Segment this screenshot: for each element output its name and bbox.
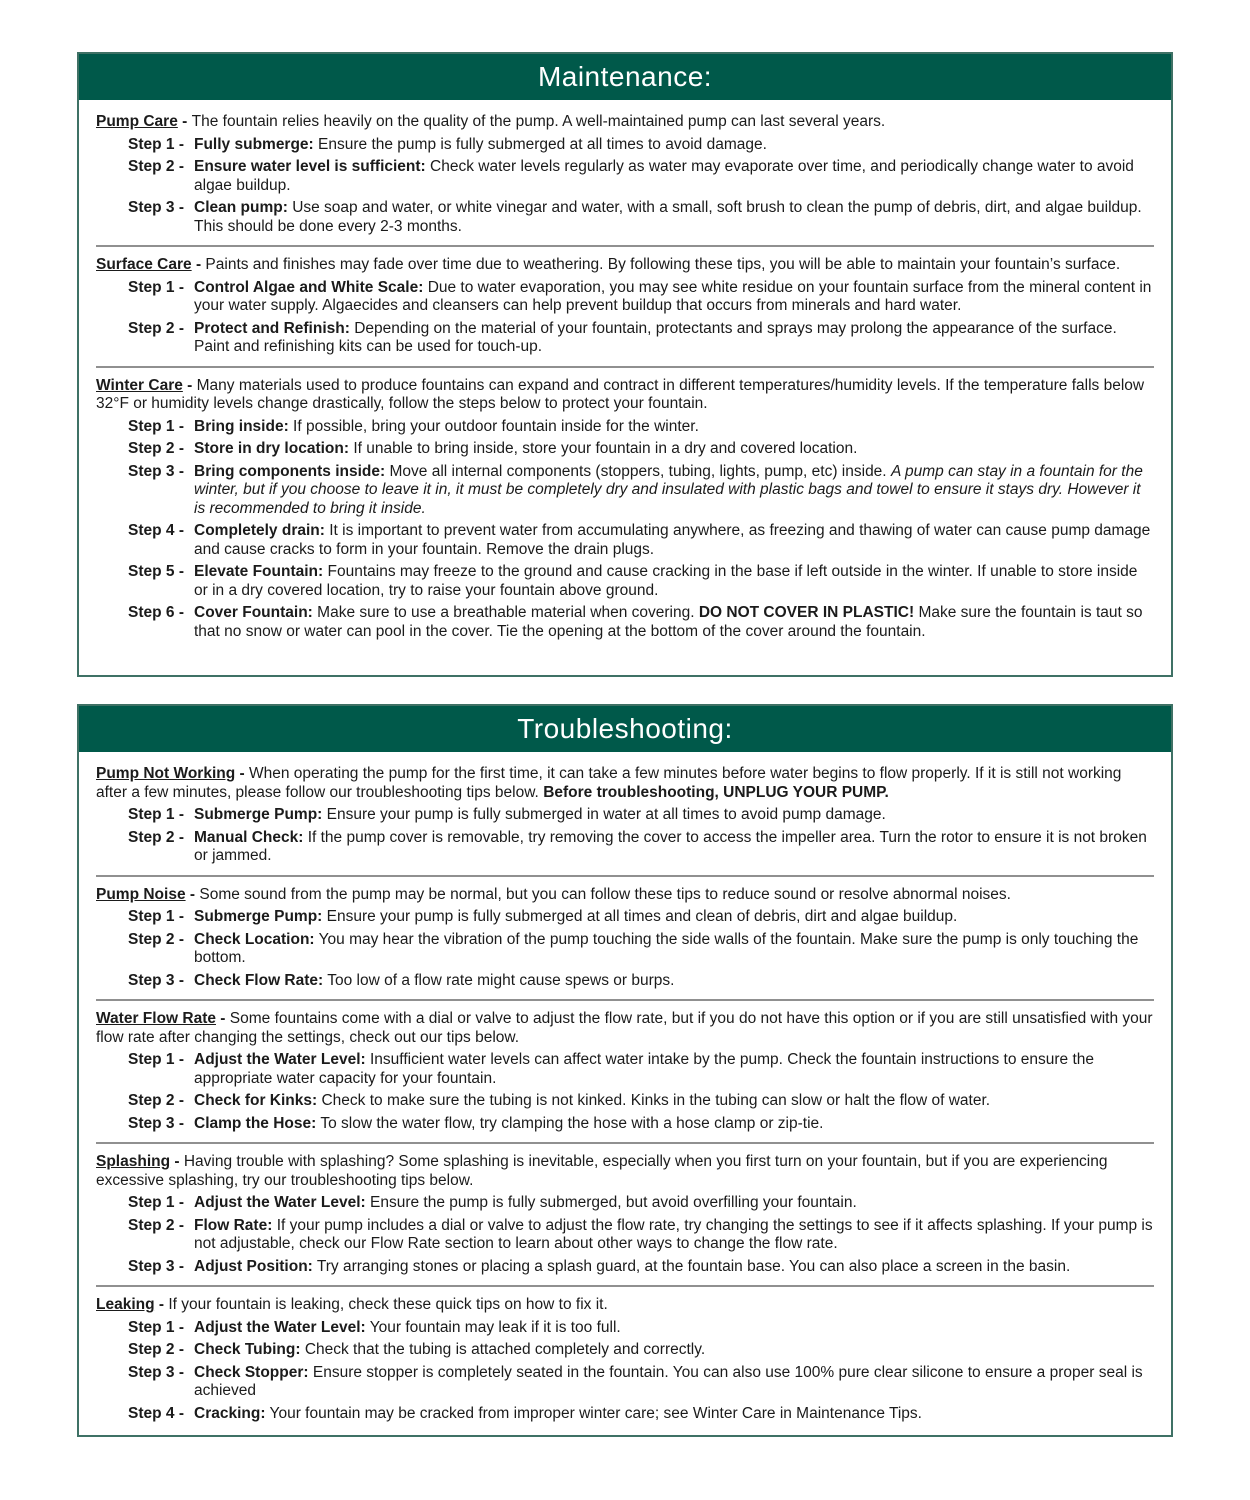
step (128, 1115, 1154, 1134)
step-label: Manual Check: (194, 828, 304, 846)
section-divider (96, 1285, 1154, 1287)
step-text: Make sure to use a breathable material when covering. (317, 604, 695, 621)
step-number: Step 3 - (128, 1257, 184, 1275)
step (128, 829, 1154, 866)
section-intro (96, 886, 1154, 905)
step-text: Move all internal components (stoppers, tubing, lights, pump, etc) inside. (389, 462, 887, 480)
separator: - (154, 1296, 169, 1313)
section-intro-text: Some fountains come with a dial or valve to adjust the flow rate, but if you do not have this option or if you are still unsatisfied with your flow rate after changing the settings, check out our tips below. (96, 1010, 1153, 1046)
step-number: Step 2 - (128, 440, 184, 457)
step-label: Check Flow Rate: (194, 971, 324, 989)
section-heading: Leaking (96, 1296, 155, 1313)
separator: - (191, 256, 206, 273)
step-label: Adjust the Water Level: (194, 1051, 366, 1068)
step-text: If your pump includes a dial or valve to adjust the flow rate, try changing the settings to see if it affects splashing. If your pump is not adjustable, check our Flow Rate section to learn about other ways to change the flow rate. (194, 1216, 1153, 1252)
step-text: Ensure the pump is fully submerged at all times to avoid damage. (318, 135, 767, 153)
step-number: Step 1 - (128, 1051, 184, 1068)
step (128, 604, 1154, 641)
step-text: Check water levels regularly as water may evaporate over time, and periodically change water to avoid algae buildup. (194, 158, 1134, 194)
section-intro-text: Many materials used to produce fountains can expand and contract in different temperatures/humidity levels. If the temperature falls below 32°F or humidity levels change drastically, follow the steps below to protect your fountain. (96, 376, 1145, 412)
step-text: Ensure stopper is completely seated in the fountain. You can also use 100% pure clear silicone to ensure a proper seal is achieved (194, 1363, 1143, 1399)
section-heading: Pump Not Working (96, 765, 236, 782)
section-intro (96, 256, 1154, 275)
step-label: Elevate Fountain: (194, 563, 324, 580)
care-section (96, 1010, 1154, 1133)
step-number: Step 3 - (128, 1114, 184, 1132)
step-text: If unable to bring inside, store your fountain in a dry and covered location. (353, 440, 858, 457)
step-text: Ensure the pump is fully submerged, but avoid overfilling your fountain. (370, 1194, 857, 1211)
step-text: Try arranging stones or placing a splash guard, at the fountain base. You can also place a screen in the basin. (316, 1257, 1071, 1275)
step (128, 440, 1154, 459)
step (128, 1258, 1154, 1277)
steps (96, 1051, 1154, 1133)
section-intro (96, 377, 1154, 414)
step-label: Check Stopper: (194, 1363, 309, 1381)
step (128, 806, 1154, 825)
steps (96, 908, 1154, 990)
maintenance-body (79, 100, 1171, 653)
step-label: Cover Fountain: (194, 604, 313, 621)
step-text: If possible, bring your outdoor fountain inside for the winter. (293, 417, 699, 435)
troubleshooting-title: Troubleshooting: (517, 713, 733, 744)
care-section (96, 256, 1154, 357)
step-label: Protect and Refinish: (194, 319, 350, 337)
step-label: Bring components inside: (194, 462, 386, 480)
separator: - (177, 113, 192, 130)
step-text: You may hear the vibration of the pump touching the side walls of the fountain. Make sure the pump is only touching the bottom. (194, 930, 1139, 966)
step-label: Submerge Pump: (194, 908, 323, 925)
step-text: Your fountain may be cracked from improper winter care; see Winter Care in Maintenance Tips. (269, 1404, 922, 1422)
care-section (96, 886, 1154, 991)
section-intro (96, 765, 1154, 802)
step (128, 158, 1154, 195)
step-number: Step 5 - (128, 563, 184, 580)
separator: - (182, 376, 197, 394)
section-intro (96, 113, 1154, 132)
step-number: Step 2 - (128, 828, 184, 846)
step-label: Adjust the Water Level: (194, 1318, 366, 1336)
care-section (96, 377, 1154, 642)
step (128, 418, 1154, 437)
section-heading: Water Flow Rate (96, 1010, 216, 1027)
step-number: Step 1 - (128, 417, 184, 435)
section-intro-text: When operating the pump for the first time, it can take a few minutes before water begins to flow properly. If it is still not working after a few minutes, please follow our troubleshooting tips below. (96, 765, 1122, 801)
troubleshooting-panel (77, 704, 1173, 1437)
section-divider (96, 366, 1154, 368)
section-intro-bold: Before troubleshooting, UNPLUG YOUR PUMP. (543, 783, 889, 801)
step-label: Fully submerge: (194, 135, 314, 153)
section-intro-text: Some sound from the pump may be normal, but you can follow these tips to reduce sound or resolve abnormal noises. (199, 885, 1011, 903)
step-text: Ensure your pump is fully submerged in water at all times to avoid pump damage. (326, 806, 886, 823)
section-divider (96, 1142, 1154, 1144)
separator: - (170, 1153, 184, 1170)
step (128, 463, 1154, 519)
step (128, 199, 1154, 236)
step (128, 972, 1154, 991)
step-text: Insufficient water levels can affect water intake by the pump. Check the fountain instructions to ensure the appropriate water capacity for your fountain. (194, 1051, 1095, 1087)
care-section (96, 1296, 1154, 1423)
step-label: Flow Rate: (194, 1216, 273, 1234)
step-text: If the pump cover is removable, try removing the cover to access the impeller area. Turn the rotor to ensure it is not broken or jammed. (194, 828, 1147, 864)
steps (96, 1319, 1154, 1424)
step-text: Your fountain may leak if it is too full. (369, 1318, 621, 1336)
step (128, 1405, 1154, 1424)
step-text: To slow the water flow, try clamping the hose with a hose clamp or zip-tie. (320, 1114, 824, 1132)
section-intro-text: If your fountain is leaking, check these quick tips on how to fix it. (168, 1296, 608, 1313)
steps (96, 1194, 1154, 1276)
steps (96, 418, 1154, 642)
maintenance-header (79, 54, 1171, 100)
step-number: Step 2 - (128, 319, 184, 337)
step-text: Depending on the material of your fountain, protectants and sprays may prolong the appearance of the surface. Paint and refinishing kits can be used for touch-up. (194, 319, 1117, 355)
step-number: Step 3 - (128, 1363, 184, 1381)
troubleshooting-body (79, 752, 1171, 1435)
care-section (96, 1153, 1154, 1276)
section-divider (96, 245, 1154, 247)
separator: - (185, 885, 200, 903)
step-label: Control Algae and White Scale: (194, 278, 424, 296)
step (128, 1217, 1154, 1254)
step (128, 1051, 1154, 1088)
step-number: Step 4 - (128, 1404, 184, 1422)
maintenance-title: Maintenance: (537, 61, 713, 92)
step-number: Step 1 - (128, 1194, 184, 1211)
step (128, 136, 1154, 155)
maintenance-panel (77, 52, 1173, 677)
step-number: Step 2 - (128, 1092, 184, 1109)
step-number: Step 6 - (128, 604, 184, 621)
step (128, 908, 1154, 927)
step-text-italic: A pump can stay in a fountain for the winter, but if you choose to leave it in, it must be completely dry and insulated with plastic bags and towel to ensure it stays dry. However it is recommended to bring it inside. (194, 462, 1143, 517)
step-number: Step 1 - (128, 135, 184, 153)
step-label: Adjust the Water Level: (194, 1194, 366, 1211)
care-section (96, 765, 1154, 866)
section-intro (96, 1010, 1154, 1047)
step-number: Step 1 - (128, 278, 184, 296)
section-heading: Pump Care (96, 113, 178, 130)
step-label: Adjust Position: (194, 1257, 313, 1275)
step-number: Step 1 - (128, 1318, 184, 1336)
section-intro (96, 1296, 1154, 1315)
section-intro-text: The fountain relies heavily on the quality of the pump. A well-maintained pump can last several years. (191, 113, 886, 130)
step-number: Step 2 - (128, 1216, 184, 1234)
section-heading: Surface Care (96, 256, 192, 273)
step-label: Submerge Pump: (194, 806, 323, 823)
section-heading: Winter Care (96, 376, 183, 394)
step (128, 320, 1154, 357)
step-text: Use soap and water, or white vinegar and water, with a small, soft brush to clean the pump of debris, dirt, and algae buildup. This should be done every 2-3 months. (194, 199, 1142, 235)
step-number: Step 2 - (128, 930, 184, 948)
step (128, 1364, 1154, 1401)
step (128, 1341, 1154, 1360)
separator: - (216, 1010, 230, 1027)
section-heading: Pump Noise (96, 885, 186, 903)
section-intro-text: Paints and finishes may fade over time due to weathering. By following these tips, you will be able to maintain your fountain’s surface. (205, 256, 1121, 273)
step-label: Clamp the Hose: (194, 1114, 317, 1132)
step-label: Clean pump: (194, 199, 288, 216)
step-number: Step 2 - (128, 158, 184, 175)
troubleshooting-header (79, 706, 1171, 752)
section-intro-text: Having trouble with splashing? Some splashing is inevitable, especially when you first turn on your fountain, but if you are experiencing excessive splashing, try our troubleshooting tips below. (96, 1153, 1108, 1189)
step-text: Check to make sure the tubing is not kinked. Kinks in the tubing can slow or halt the flow of water. (321, 1092, 991, 1109)
step-label: Store in dry location: (194, 440, 350, 457)
step-label: Completely drain: (194, 522, 325, 539)
separator: - (235, 765, 249, 782)
step-label: Check Location: (194, 930, 315, 948)
steps (96, 136, 1154, 237)
step-number: Step 3 - (128, 971, 184, 989)
step (128, 279, 1154, 316)
step (128, 931, 1154, 968)
step-text: Due to water evaporation, you may see white residue on your fountain surface from the mineral content in your water supply. Algaecides and cleansers can help prevent buildup that occurs from minerals and hard water. (194, 278, 1152, 314)
step (128, 1194, 1154, 1213)
section-divider (96, 999, 1154, 1001)
step-text-bold: DO NOT COVER IN PLASTIC! (698, 604, 915, 621)
step-label: Check Tubing: (194, 1341, 301, 1358)
care-section (96, 113, 1154, 236)
step-number: Step 1 - (128, 908, 184, 925)
step-label: Ensure water level is sufficient: (194, 158, 426, 175)
step-text: Check that the tubing is attached completely and correctly. (304, 1341, 706, 1358)
step-text: Ensure your pump is fully submerged at all times and clean of debris, dirt and algae buildup. (326, 908, 958, 925)
step-number: Step 4 - (128, 522, 184, 539)
step-number: Step 3 - (128, 199, 184, 216)
step-text: Too low of a flow rate might cause spews or burps. (327, 971, 675, 989)
section-intro (96, 1153, 1154, 1190)
steps (96, 806, 1154, 866)
step-label: Bring inside: (194, 417, 289, 435)
steps (96, 279, 1154, 357)
section-heading: Splashing (96, 1153, 171, 1170)
step (128, 522, 1154, 559)
step-number: Step 2 - (128, 1341, 184, 1358)
step-label: Check for Kinks: (194, 1092, 318, 1109)
step (128, 563, 1154, 600)
step-number: Step 3 - (128, 462, 184, 480)
step-label: Cracking: (194, 1404, 266, 1422)
step (128, 1092, 1154, 1111)
step-text-after: Make sure the fountain is taut so that no snow or water can pool in the cover. Tie the opening at the bottom of the cover around the fountain. (194, 604, 1143, 640)
step-number: Step 1 - (128, 806, 184, 823)
step (128, 1319, 1154, 1338)
step-text: Fountains may freeze to the ground and cause cracking in the base if left outside in the winter. If unable to store inside or in a dry covered location, try to raise your fountain above ground. (194, 563, 1138, 599)
section-divider (96, 875, 1154, 877)
step-text: It is important to prevent water from accumulating anywhere, as freezing and thawing of water can cause pump damage and cause cracks to form in your fountain. Remove the drain plugs. (194, 522, 1151, 558)
